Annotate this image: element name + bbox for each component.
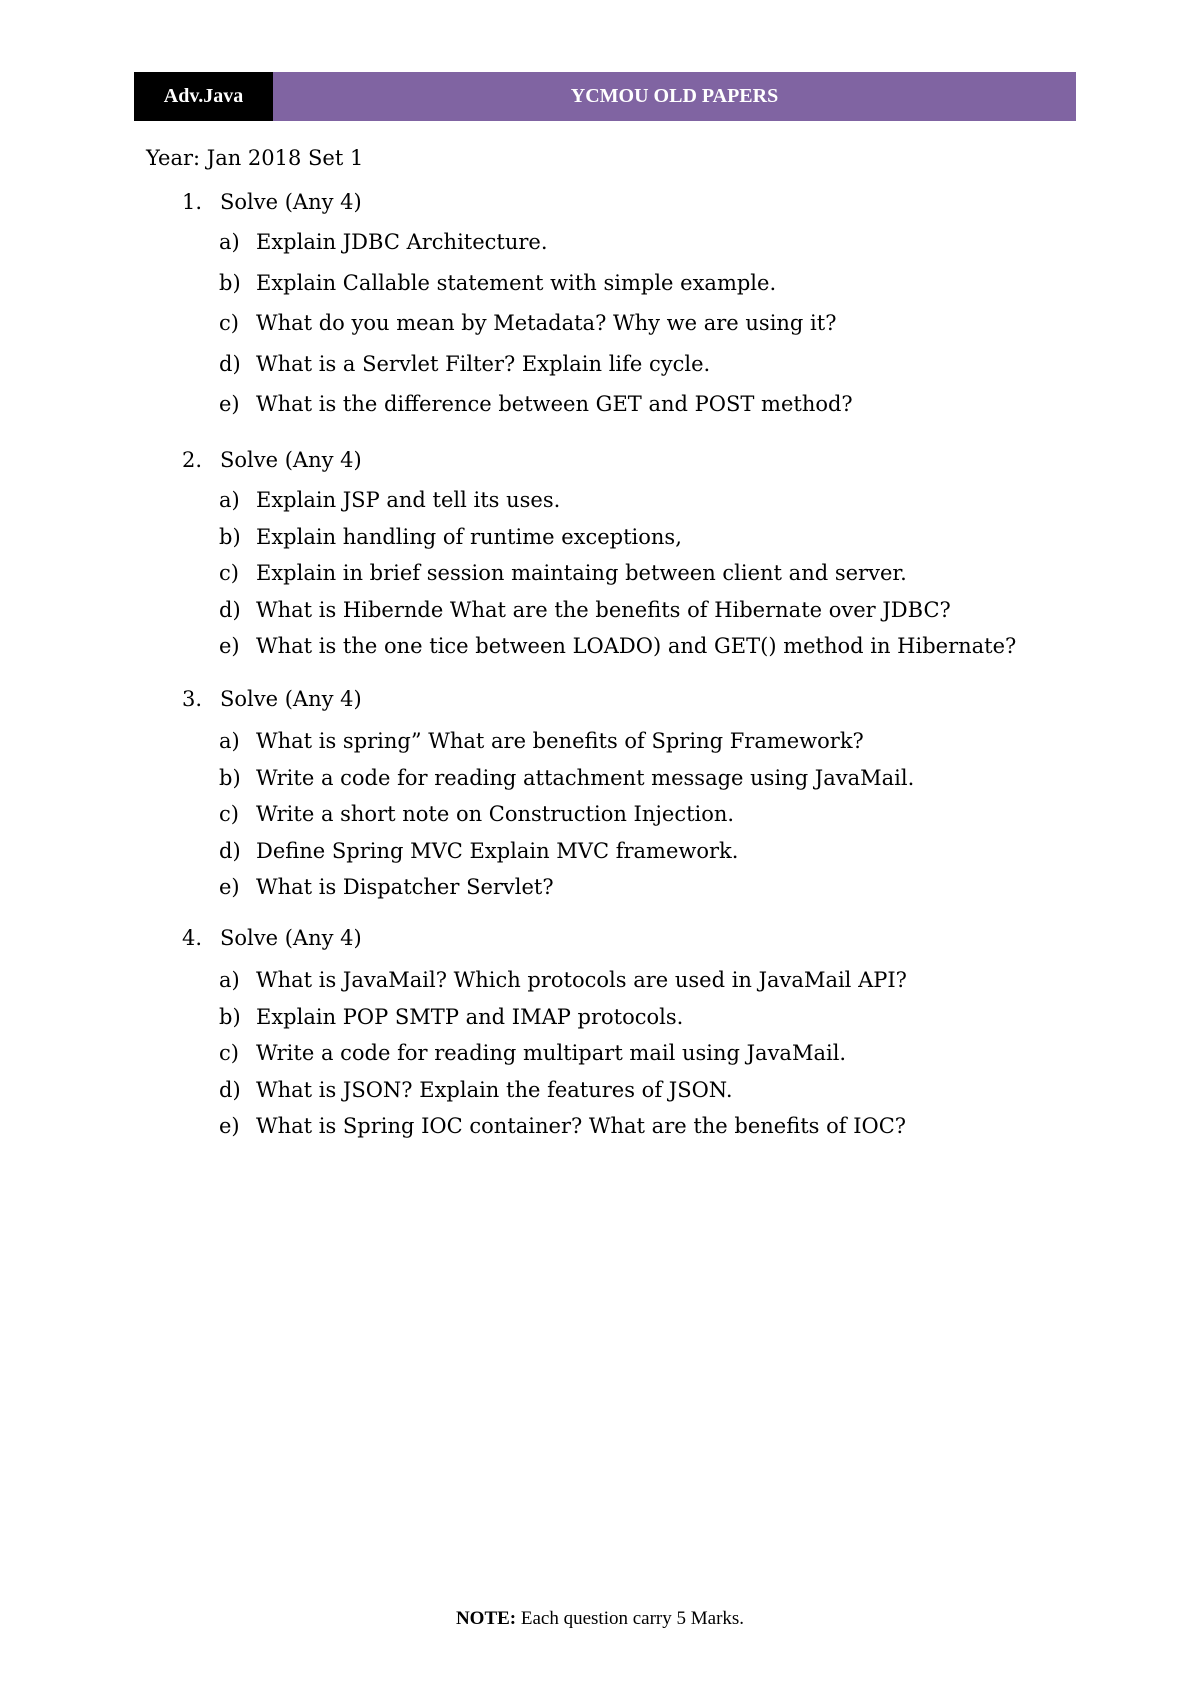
sub-question-text: What is Spring IOC container? What are the benefits of IOC? xyxy=(256,1114,907,1138)
sub-question-letter: c) xyxy=(219,802,239,826)
sub-question-text: Write a short note on Construction Injection. xyxy=(256,802,735,826)
question-title: Solve (Any 4) xyxy=(220,687,362,711)
sub-question-letter: c) xyxy=(219,311,239,335)
sub-question-text: What is a Servlet Filter? Explain life cycle. xyxy=(256,351,711,376)
sub-question xyxy=(219,968,907,992)
sub-question-text: Write a code for reading multipart mail using JavaMail. xyxy=(256,1041,847,1065)
sub-question xyxy=(219,729,864,753)
sub-question-letter: b) xyxy=(219,524,241,549)
question-heading xyxy=(182,190,362,214)
question-number: 2. xyxy=(182,448,203,472)
sub-question-text: What is JSON? Explain the features of JSON. xyxy=(256,1077,733,1102)
question-number: 4. xyxy=(182,926,203,950)
question-heading xyxy=(182,448,362,472)
sub-question-letter: c) xyxy=(219,1041,239,1065)
question-heading xyxy=(182,926,362,950)
question-number: 1. xyxy=(182,190,203,214)
sub-question xyxy=(219,488,560,512)
sub-question-letter: d) xyxy=(219,1077,241,1102)
header-title: YCMOU OLD PAPERS xyxy=(273,72,1076,121)
sub-question xyxy=(219,802,734,826)
sub-question-letter: b) xyxy=(219,1004,241,1029)
question-title: Solve (Any 4) xyxy=(220,926,362,950)
sub-question-text: What is JavaMail? Which protocols are used in JavaMail API? xyxy=(256,968,907,992)
sub-question-text: What is spring” What are benefits of Spring Framework? xyxy=(256,729,864,753)
question-title: Solve (Any 4) xyxy=(220,448,362,472)
sub-question-text: What is Hibernde What are the benefits of Hibernate over JDBC? xyxy=(256,597,951,622)
sub-question-letter: d) xyxy=(219,351,241,376)
sub-question xyxy=(219,1114,906,1138)
sub-question-letter: a) xyxy=(219,488,240,512)
sub-question-letter: e) xyxy=(219,392,240,416)
sub-question-letter: a) xyxy=(219,230,240,254)
sub-question xyxy=(219,392,853,416)
sub-question-letter: d) xyxy=(219,838,241,863)
sub-question-letter: e) xyxy=(219,634,240,658)
sub-question-letter: d) xyxy=(219,597,241,622)
sub-question-text: Explain POP SMTP and IMAP protocols. xyxy=(256,1004,684,1029)
note-text: Each question carry 5 Marks. xyxy=(516,1608,745,1629)
sub-question xyxy=(219,1078,733,1102)
sub-question-text: What is Dispatcher Servlet? xyxy=(256,875,554,899)
exam-year: Year: Jan 2018 Set 1 xyxy=(146,146,364,170)
sub-question xyxy=(219,1005,683,1029)
sub-question-letter: c) xyxy=(219,561,239,585)
sub-question xyxy=(219,561,907,585)
sub-question xyxy=(219,766,914,790)
sub-question xyxy=(219,839,738,863)
sub-question-letter: a) xyxy=(219,729,240,753)
sub-question xyxy=(219,598,951,622)
sub-question-text: Explain in brief session maintaing between client and server. xyxy=(256,561,907,585)
sub-question xyxy=(219,230,548,254)
page-header xyxy=(134,72,1076,121)
sub-question xyxy=(219,525,682,549)
sub-question-text: Explain JDBC Architecture. xyxy=(256,230,548,254)
sub-question xyxy=(219,352,710,376)
sub-question-text: What do you mean by Metadata? Why we are using it? xyxy=(256,311,837,335)
sub-question-letter: e) xyxy=(219,875,240,899)
sub-question xyxy=(219,311,836,335)
subject-label: Adv.Java xyxy=(134,72,273,121)
sub-question xyxy=(219,271,776,295)
sub-question-text: Explain handling of runtime exceptions, xyxy=(256,524,682,549)
sub-question xyxy=(219,634,1016,658)
sub-question-text: Write a code for reading attachment message using JavaMail. xyxy=(256,765,915,790)
sub-question-text: What is the difference between GET and POST method? xyxy=(256,392,853,416)
sub-question-text: Explain JSP and tell its uses. xyxy=(256,488,561,512)
question-title: Solve (Any 4) xyxy=(220,190,362,214)
question-number: 3. xyxy=(182,687,203,711)
sub-question-text: Explain Callable statement with simple example. xyxy=(256,270,777,295)
footer-note xyxy=(0,1608,1200,1630)
sub-question-text: Define Spring MVC Explain MVC framework. xyxy=(256,838,739,863)
sub-question-letter: b) xyxy=(219,270,241,295)
sub-question-text: What is the one tice between LOADO) and GET() method in Hibernate? xyxy=(256,634,1017,658)
sub-question xyxy=(219,1041,846,1065)
note-label: NOTE: xyxy=(455,1608,517,1629)
sub-question-letter: e) xyxy=(219,1114,240,1138)
sub-question-letter: a) xyxy=(219,968,240,992)
sub-question-letter: b) xyxy=(219,765,241,790)
sub-question xyxy=(219,875,554,899)
question-heading xyxy=(182,687,362,711)
